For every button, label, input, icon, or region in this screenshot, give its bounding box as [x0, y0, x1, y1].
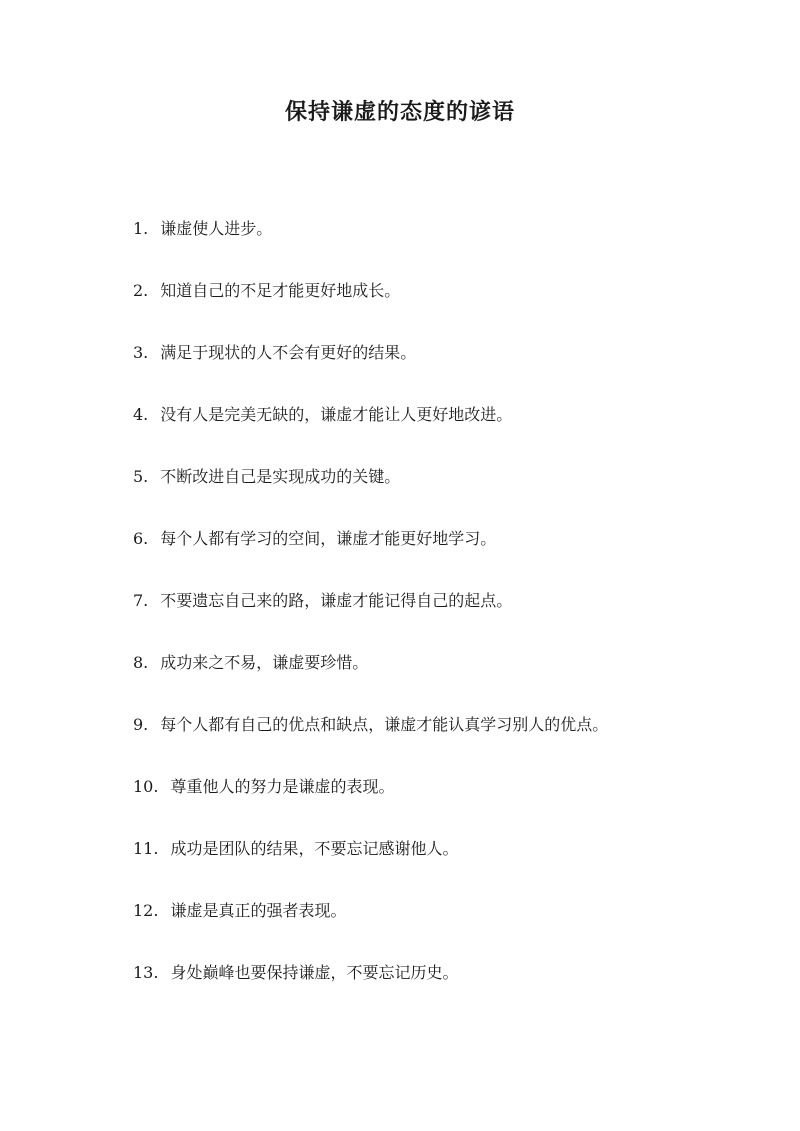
item-text: 没有人是完美无缺的，谦虚才能让人更好地改进。 [160, 405, 513, 424]
item-number: 1. [133, 219, 149, 238]
list-item [133, 214, 773, 276]
document-title: 保持谦虚的态度的谚语 [284, 99, 515, 125]
list-item [133, 772, 773, 834]
item-text: 满足于现状的人不会有更好的结果。 [160, 343, 417, 362]
list-item [133, 276, 773, 338]
item-text: 谦虚是真正的强者表现。 [170, 901, 347, 920]
list-item [133, 896, 773, 958]
item-text: 每个人都有学习的空间，谦虚才能更好地学习。 [160, 529, 497, 548]
item-text: 不断改进自己是实现成功的关键。 [160, 467, 401, 486]
item-number: 7. [133, 591, 149, 610]
list-item [133, 338, 773, 400]
item-text: 尊重他人的努力是谦虚的表现。 [170, 777, 395, 796]
item-number: 2. [133, 281, 149, 300]
item-text: 每个人都有自己的优点和缺点，谦虚才能认真学习别人的优点。 [160, 715, 609, 734]
list-item [133, 400, 773, 462]
list-item [133, 586, 773, 648]
item-number: 4. [133, 405, 149, 424]
item-number: 3. [133, 343, 149, 362]
item-text: 身处巅峰也要保持谦虚，不要忘记历史。 [170, 963, 459, 982]
list-item [133, 834, 773, 896]
list-item [133, 710, 773, 772]
item-number: 6. [133, 529, 149, 548]
list-item [133, 524, 773, 586]
item-number: 12. [133, 901, 159, 920]
item-number: 9. [133, 715, 149, 734]
item-number: 5. [133, 467, 149, 486]
item-number: 11. [133, 839, 159, 858]
item-text: 不要遗忘自己来的路，谦虚才能记得自己的起点。 [160, 591, 513, 610]
list-item [133, 648, 773, 710]
item-number: 8. [133, 653, 149, 672]
item-text: 知道自己的不足才能更好地成长。 [160, 281, 401, 300]
item-text: 成功是团队的结果，不要忘记感谢他人。 [170, 839, 459, 858]
list-item [133, 958, 773, 1020]
proverb-list [133, 214, 773, 1020]
list-item [133, 462, 773, 524]
item-text: 成功来之不易，谦虚要珍惜。 [160, 653, 369, 672]
item-text: 谦虚使人进步。 [160, 219, 273, 238]
item-number: 10. [133, 777, 159, 796]
item-number: 13. [133, 963, 159, 982]
